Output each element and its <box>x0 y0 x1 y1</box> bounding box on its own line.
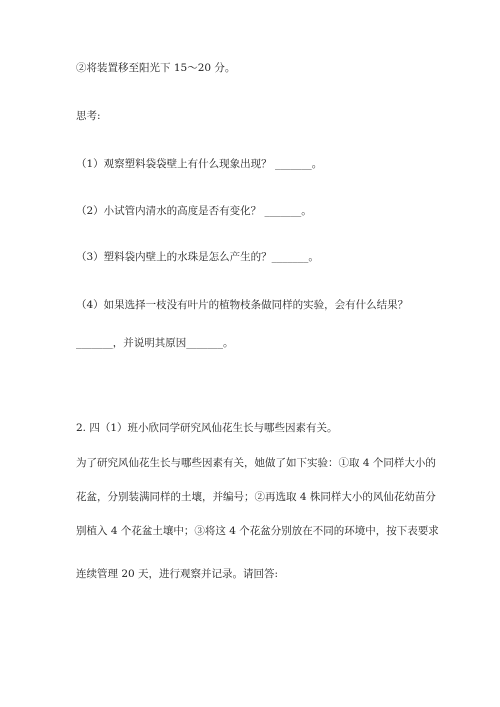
problem-2-line-1: 为了研究风仙花生长与哪些因素有关，她做了如下实验：①取 4 个同样大小的 <box>76 457 436 469</box>
question-1: （1）观察塑料袋袋壁上有什么现象出现？ _______。 <box>76 158 323 170</box>
think-heading: 思考: <box>76 110 101 122</box>
problem-2-title: 2. 四（1）班小欣同学研究风仙花生长与哪些因素有关。 <box>76 422 338 434</box>
question-3: （3）塑料袋内壁上的水珠是怎么产生的？_______。 <box>76 251 319 263</box>
problem-2-line-3: 别植入 4 个花盆土壤中；③将这 4 个花盆分别放在不同的环境中，按下表要求 <box>76 525 439 537</box>
question-2: （2）小试管内清水的高度是否有变化？ _______。 <box>76 205 312 217</box>
problem-2-line-2: 花盆，分别装满同样的土壤，并编号；②再选取 4 株同样大小的风仙花幼苗分 <box>76 491 436 503</box>
step-2-text: ②将装置移至阳光下 15～20 分。 <box>76 62 236 74</box>
question-4-line-1: （4）如果选择一枝没有叶片的植物枝条做同样的实验，会有什么结果？ <box>76 299 409 311</box>
question-4-line-2: _______，并说明其原因_______。 <box>76 337 234 349</box>
problem-2-line-4: 连续管理 20 天，进行观察并记录。请回答: <box>76 568 279 580</box>
